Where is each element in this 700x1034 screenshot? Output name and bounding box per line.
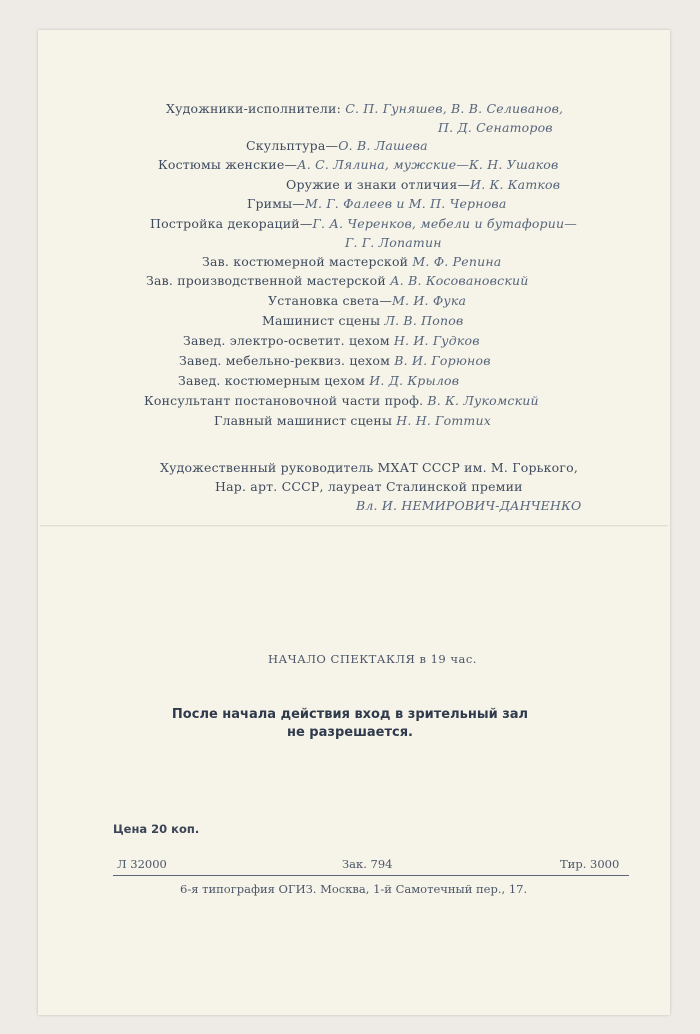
credit-line: Гримы—М. Г. Фалеев и М. П. Чернова bbox=[247, 196, 507, 211]
order-number: Зак. 794 bbox=[342, 857, 393, 871]
director-name: Вл. И. НЕМИРОВИЧ-ДАНЧЕНКО bbox=[356, 498, 582, 513]
credit-line: Завед. костюмерным цехом И. Д. Крылов bbox=[178, 373, 460, 388]
credit-line: Главный машинист сцены Н. Н. Готтих bbox=[214, 413, 491, 428]
print-run: Тир. 3000 bbox=[560, 857, 620, 871]
printer-info: 6-я типография ОГИЗ. Москва, 1-й Самотечный пер., 17. bbox=[180, 882, 528, 896]
credit-line: Костюмы женские—А. С. Лялина, мужские—К. Н. Ушаков bbox=[158, 157, 559, 172]
imprint-code: Л 32000 bbox=[117, 857, 167, 871]
credit-line: Зав. производственной мастерской А. В. Косовановский bbox=[146, 273, 529, 288]
credit-line: Художники-исполнители: С. П. Гуняшев, В. В. Селиванов, bbox=[166, 101, 564, 116]
credit-line: Завед. электро-осветит. цехом Н. И. Гудков bbox=[183, 333, 480, 348]
credit-line: Установка света—М. И. Фука bbox=[268, 293, 467, 308]
divider bbox=[113, 875, 629, 876]
credit-line: Г. Г. Лопатин bbox=[345, 235, 442, 250]
credit-line: Машинист сцены Л. В. Попов bbox=[262, 313, 464, 328]
director-credentials: Нар. арт. СССР, лауреат Сталинской премии bbox=[215, 479, 523, 494]
credit-line: Завед. мебельно-реквиз. цехом В. И. Горюнов bbox=[179, 353, 491, 368]
credit-line: Постройка декораций—Г. А. Черенков, мебели и бутафории— bbox=[150, 216, 577, 231]
credit-line: Консультант постановочной части проф. В. К. Лукомский bbox=[144, 393, 539, 408]
credit-line: Оружие и знаки отличия—И. К. Катков bbox=[286, 177, 561, 192]
notice-line: не разрешается. bbox=[286, 725, 413, 740]
credit-line: Зав. костюмерной мастерской М. Ф. Репина bbox=[202, 254, 502, 269]
price: Цена 20 коп. bbox=[113, 822, 200, 836]
credit-line: Скульптура—О. В. Лашева bbox=[246, 138, 428, 153]
notice-line: После начала действия вход в зрительный зал bbox=[171, 707, 529, 722]
credit-line: П. Д. Сенаторов bbox=[438, 120, 553, 135]
director-title: Художественный руководитель МХАТ СССР им. М. Горького, bbox=[160, 460, 579, 475]
fold-line bbox=[40, 525, 668, 527]
start-time: НАЧАЛО СПЕКТАКЛЯ в 19 час. bbox=[268, 652, 477, 666]
